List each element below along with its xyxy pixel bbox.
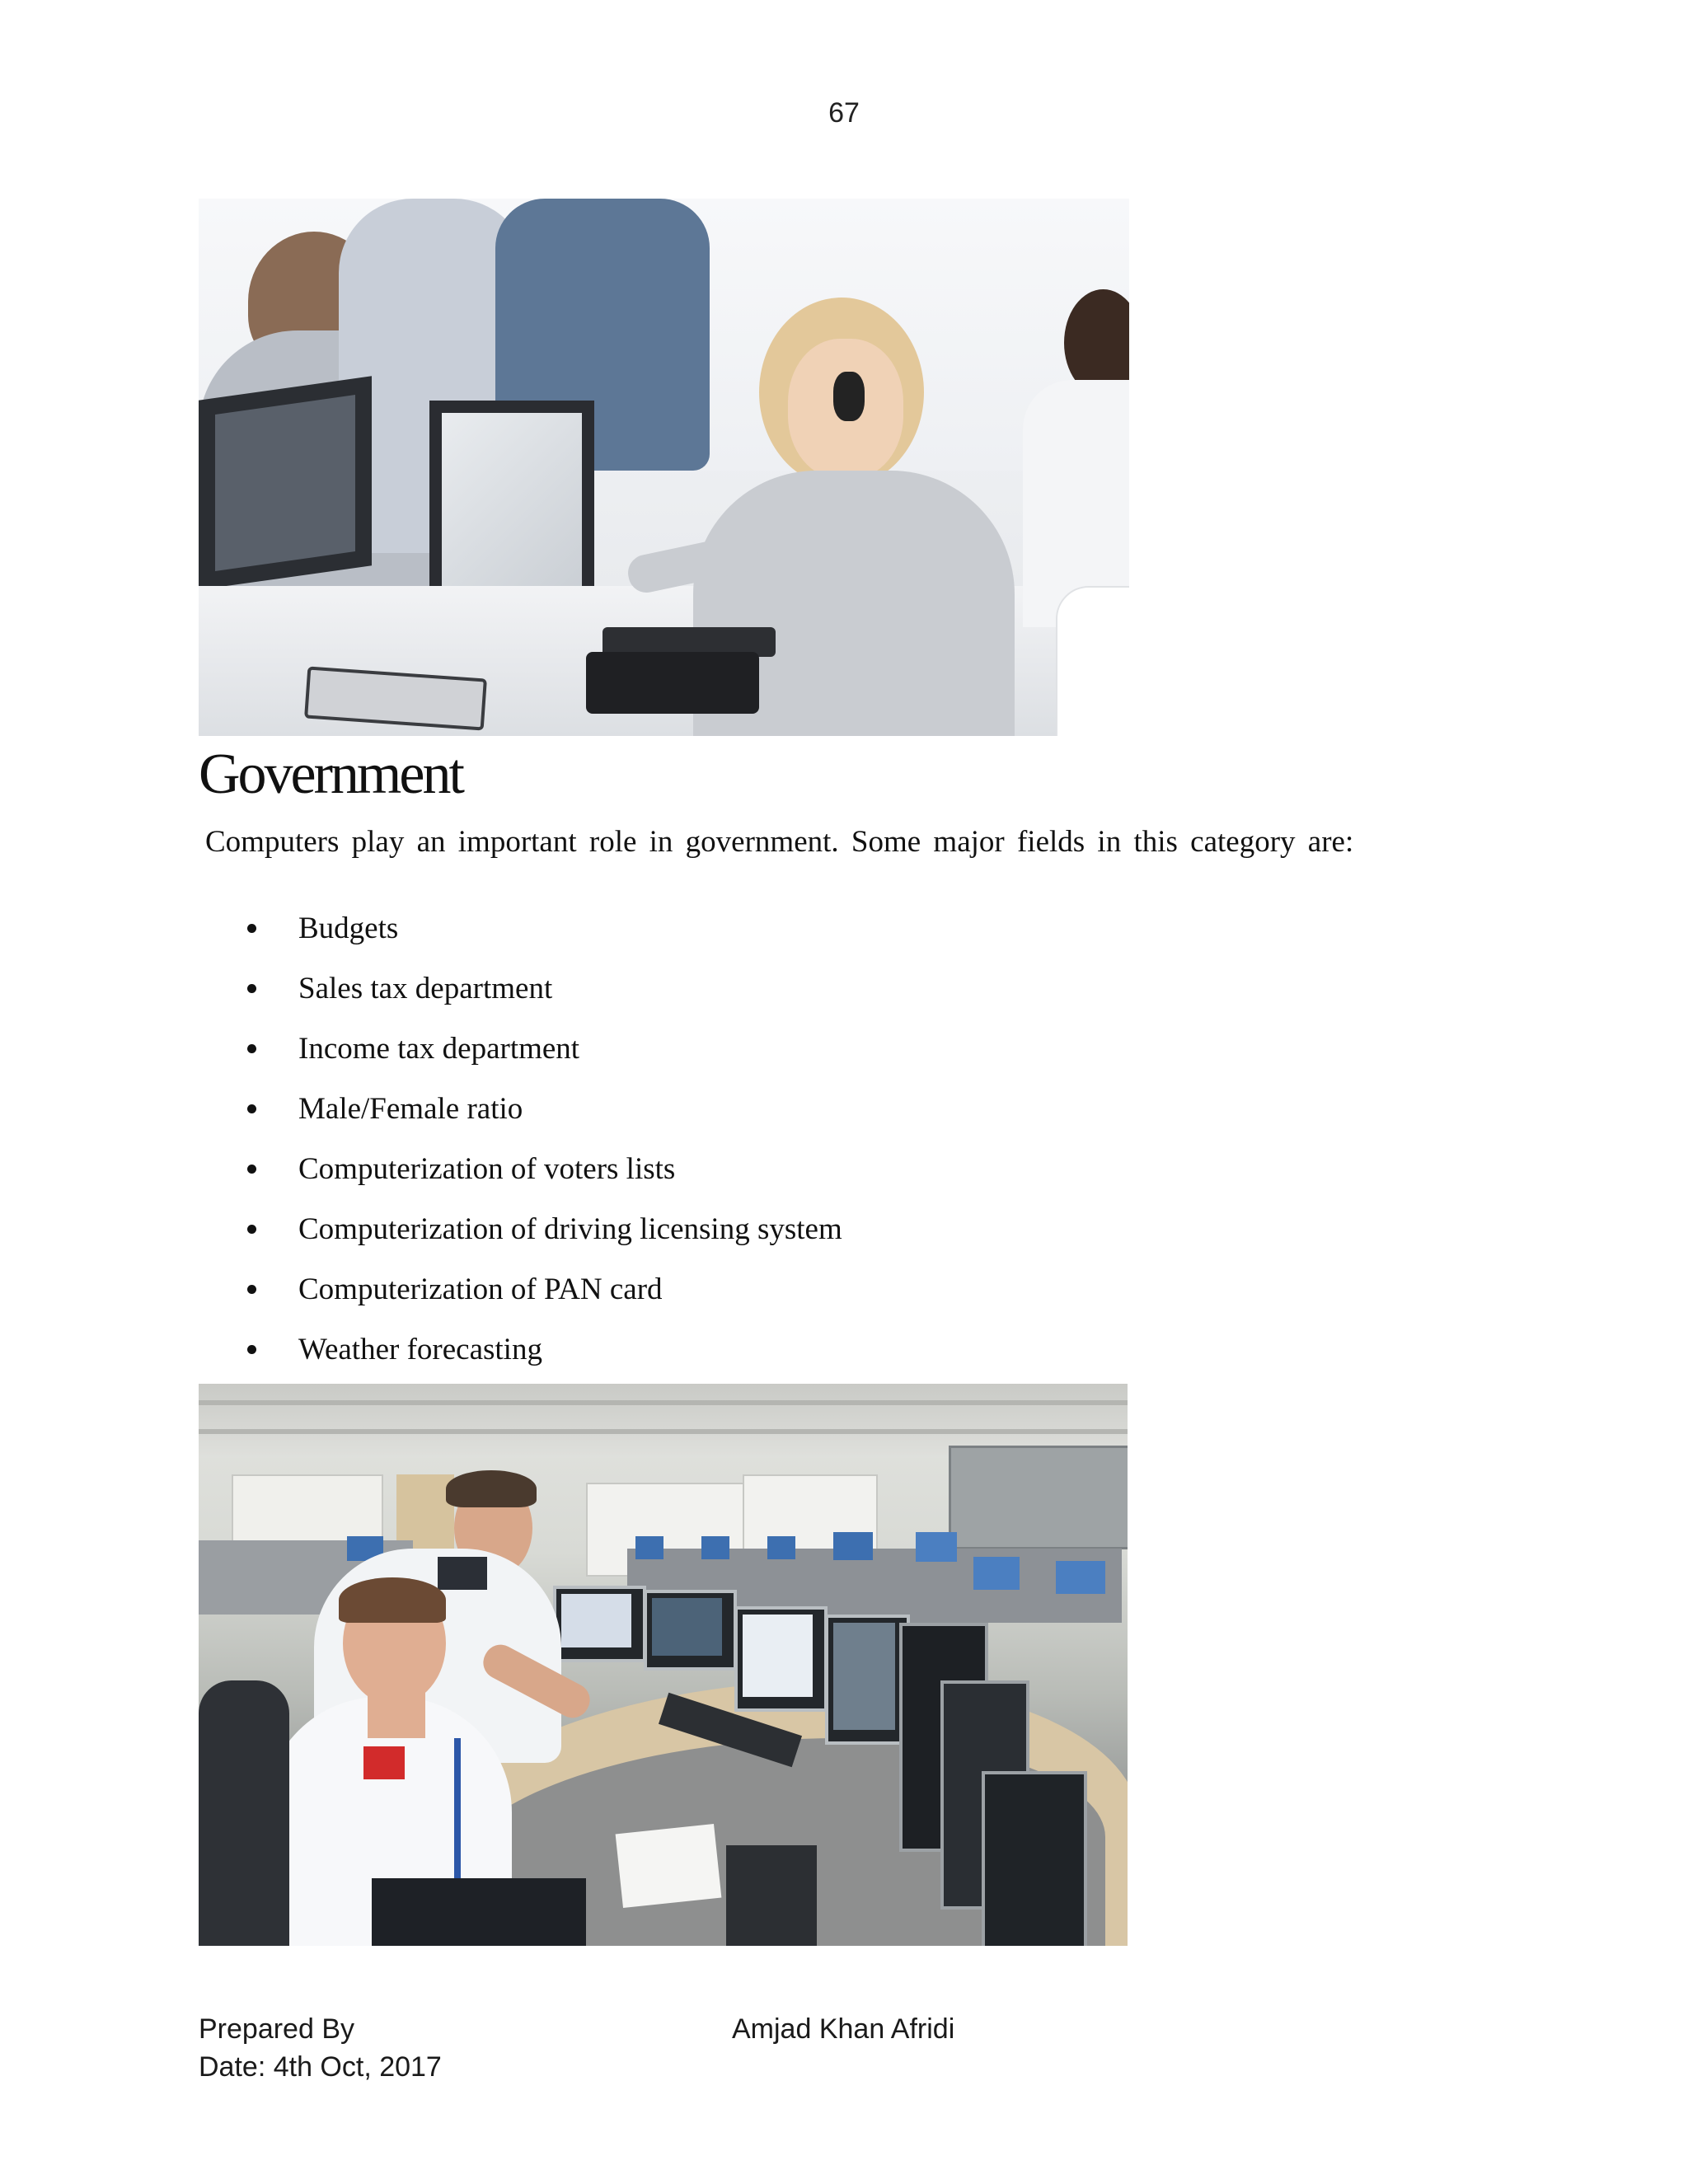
footer-date: Date: 4th Oct, 2017 bbox=[199, 2051, 442, 2083]
list-item-text: Male/Female ratio bbox=[298, 1092, 523, 1126]
list-item-text: Income tax department bbox=[298, 1032, 580, 1066]
list-item-text: Computerization of voters lists bbox=[298, 1152, 676, 1186]
list-item bbox=[247, 1212, 842, 1272]
list-item-text: Weather forecasting bbox=[298, 1333, 542, 1366]
footer-prepared-label: Prepared By bbox=[199, 2013, 354, 2045]
bullet-icon bbox=[247, 1044, 256, 1053]
list-item bbox=[247, 1091, 842, 1151]
list-item bbox=[247, 1031, 842, 1091]
bullet-icon bbox=[247, 1104, 256, 1113]
list-item bbox=[247, 1151, 842, 1212]
bullet-icon bbox=[247, 924, 256, 933]
control-room-photo bbox=[199, 1384, 1128, 1946]
list-item bbox=[247, 971, 842, 1031]
bullet-icon bbox=[247, 1225, 256, 1234]
bullet-icon bbox=[247, 984, 256, 993]
list-item-text: Computerization of PAN card bbox=[298, 1272, 663, 1306]
bullet-icon bbox=[247, 1165, 256, 1174]
bullet-icon bbox=[247, 1285, 256, 1294]
list-item-text: Budgets bbox=[298, 912, 399, 945]
page-number: 67 bbox=[828, 97, 860, 129]
bullet-icon bbox=[247, 1345, 256, 1354]
list-item-text: Sales tax department bbox=[298, 972, 553, 1005]
list-item-text: Computerization of driving licensing system bbox=[298, 1212, 842, 1246]
list-item bbox=[247, 911, 842, 971]
government-fields-list bbox=[247, 911, 842, 1392]
footer-author: Amjad Khan Afridi bbox=[732, 2013, 955, 2045]
section-heading: Government bbox=[199, 743, 462, 806]
intro-paragraph: Computers play an important role in government. Some major fields in this category are: bbox=[205, 825, 1354, 859]
list-item bbox=[247, 1272, 842, 1332]
office-photo bbox=[199, 199, 1129, 736]
